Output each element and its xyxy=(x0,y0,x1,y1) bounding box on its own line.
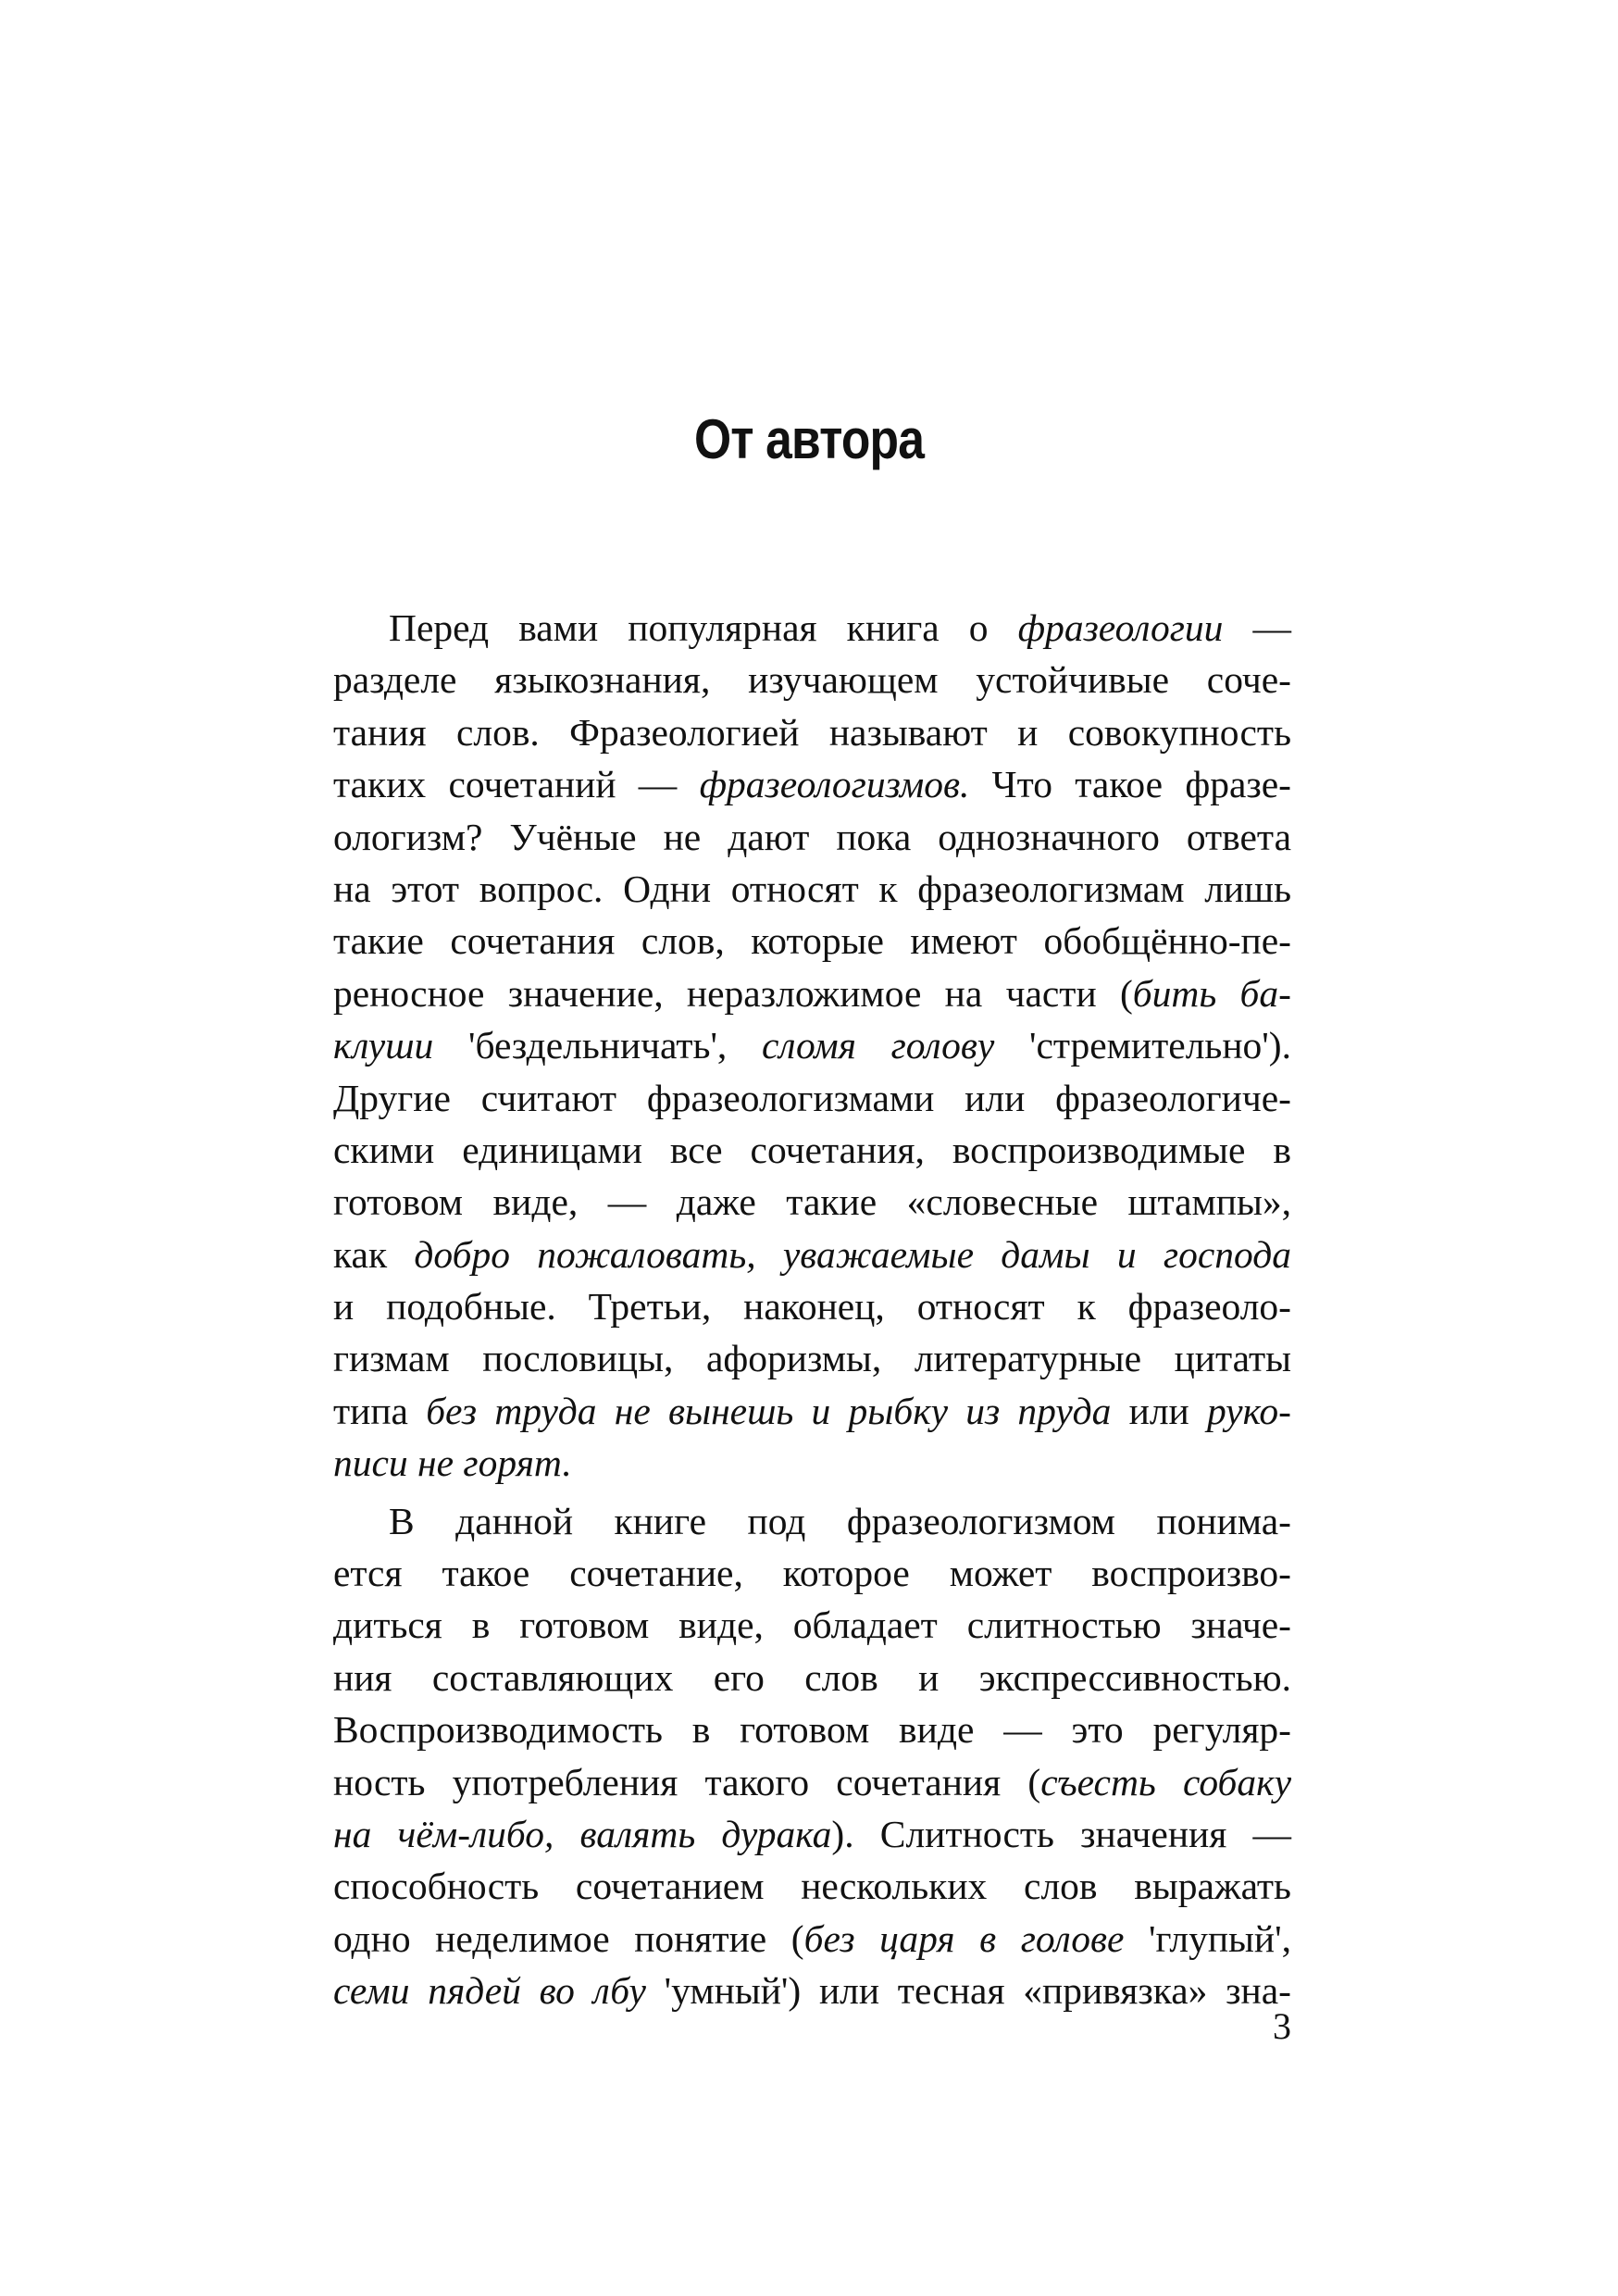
text-line xyxy=(333,1176,1291,1228)
italic-phrase: клуши xyxy=(333,1024,434,1067)
text-line xyxy=(333,1808,1291,1860)
text-run: реносное значение, неразложимое на части ( xyxy=(333,971,1133,1015)
text-run: и подобные. Третьи, наконец, относят к фразеоло- xyxy=(333,1285,1291,1329)
text-run: ). Слитность значения — xyxy=(831,1812,1292,1855)
text-line xyxy=(333,1703,1291,1755)
italic-phrase: фразеологии xyxy=(1017,606,1224,649)
text-run: 'бездельничать', xyxy=(433,1024,762,1067)
text-run: на этот вопрос. Одни относят к фразеологизмам лишь xyxy=(333,867,1291,910)
text-line xyxy=(333,1229,1291,1280)
italic-phrase: семи пядей во лбу xyxy=(333,1969,646,2013)
text-line xyxy=(333,1599,1291,1651)
text-run: диться в готовом виде, обладает слитностью значе- xyxy=(333,1603,1291,1647)
italic-phrase: бить ба- xyxy=(1132,971,1291,1015)
text-line xyxy=(333,1072,1291,1124)
page-title: От автора xyxy=(693,408,925,470)
italic-phrase: руко- xyxy=(1206,1389,1291,1432)
text-run: тания слов. Фразеологией называют и совокупность xyxy=(333,710,1291,754)
italic-phrase: фразеологизмов. xyxy=(699,763,970,806)
text-run: Воспроизводимость в готовом виде — это регуляр- xyxy=(333,1708,1291,1752)
text-run: готовом виде, — даже такие «словесные штампы», xyxy=(333,1180,1291,1224)
text-run: гизмам пословицы, афоризмы, литературные цитаты xyxy=(333,1337,1291,1380)
text-run: такие сочетания слов, которые имеют обобщённо-пе- xyxy=(333,919,1291,963)
text-run: таких сочетаний — xyxy=(333,763,700,806)
text-line xyxy=(333,1437,1291,1489)
body-text xyxy=(333,602,1291,2017)
text-run: разделе языкознания, изучающем устойчивые соче- xyxy=(333,658,1291,702)
text-run: ологизм? Учёные не дают пока однозначного ответа xyxy=(333,815,1291,858)
text-line xyxy=(333,1547,1291,1599)
text-line xyxy=(333,654,1291,705)
text-line xyxy=(333,1495,1291,1547)
text-line xyxy=(333,1124,1291,1176)
text-run: Другие считают фразеологизмами или фразеологиче- xyxy=(333,1076,1291,1119)
text-line xyxy=(333,706,1291,758)
text-run: 'умный') или тесная «привязка» зна- xyxy=(645,1969,1291,2013)
text-run: или xyxy=(1111,1389,1207,1432)
text-line xyxy=(333,1332,1291,1384)
text-run: скими единицами все сочетания, воспроизводимые в xyxy=(333,1128,1291,1171)
italic-phrase: писи не горят. xyxy=(333,1441,572,1485)
text-run: ния составляющих его слов и экспрессивностью. xyxy=(333,1655,1291,1699)
italic-phrase: съесть собаку xyxy=(1040,1760,1292,1803)
text-line xyxy=(333,811,1291,863)
text-run: как xyxy=(333,1232,415,1276)
italic-phrase: без труда не вынешь и рыбку из пруда xyxy=(426,1389,1112,1432)
italic-phrase: добро пожаловать, уважаемые дамы и господа xyxy=(414,1232,1291,1276)
italic-phrase: на чём-либо, валять дурака xyxy=(333,1812,832,1855)
text-line xyxy=(333,758,1291,810)
text-run: типа xyxy=(333,1389,427,1432)
text-run: ность употребления такого сочетания ( xyxy=(333,1760,1041,1803)
page-number: 3 xyxy=(1273,2005,1291,2047)
text-line xyxy=(333,1280,1291,1332)
text-line xyxy=(333,1860,1291,1912)
text-line xyxy=(333,1756,1291,1808)
text-line xyxy=(333,863,1291,915)
text-line xyxy=(333,602,1291,654)
text-line xyxy=(333,1965,1291,2016)
text-run: — xyxy=(1223,606,1292,649)
text-run: способность сочетанием нескольких слов выражать xyxy=(333,1865,1291,1908)
text-line xyxy=(333,915,1291,967)
text-line xyxy=(333,1019,1291,1071)
italic-phrase: сломя голову xyxy=(761,1024,995,1067)
text-line xyxy=(333,1385,1291,1437)
text-run: В данной книге под фразеологизмом понима- xyxy=(389,1499,1291,1542)
italic-phrase: без царя в голове xyxy=(803,1916,1125,1960)
text-run: Перед вами популярная книга о xyxy=(389,606,1018,649)
text-run: 'глупый', xyxy=(1124,1916,1291,1960)
text-line xyxy=(333,967,1291,1019)
text-line xyxy=(333,1913,1291,1965)
text-line xyxy=(333,1652,1291,1703)
text-run: одно неделимое понятие ( xyxy=(333,1916,804,1960)
text-run: Что такое фразе- xyxy=(969,763,1292,806)
text-run: ется такое сочетание, которое может воспроизво- xyxy=(333,1552,1291,1595)
text-run: 'стремительно'). xyxy=(994,1024,1291,1067)
